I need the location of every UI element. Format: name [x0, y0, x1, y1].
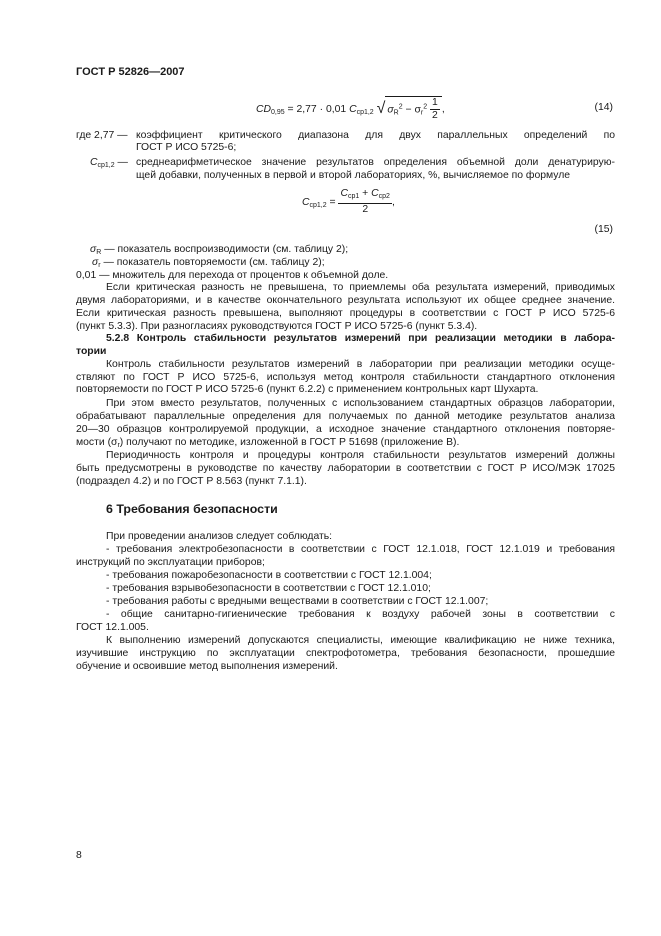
def-277-term: где 2,77 — [76, 130, 128, 141]
def-ccp-line2: щей добавки, полученных в первой и второй лабораториях, %, вычисляемое по формуле [136, 170, 571, 181]
para6-line3: обучение и освоившие метод выполнения измерений. [76, 661, 338, 672]
para3-line2: обрабатывают параллельные определения для получаемых по данной методике результатов анализа [76, 411, 615, 422]
para5-line4: - требования пожаробезопасности в соответствии с ГОСТ 12.1.004; [106, 570, 432, 581]
formula-14-number: (14) [594, 102, 613, 113]
para5-line6: - требования работы с вредными веществами в соответствии с ГОСТ 12.1.007; [106, 596, 489, 607]
para5-line1: При проведении анализов следует соблюдать: [106, 531, 333, 542]
formula-14-lhs-sub: 0,95 [271, 109, 285, 117]
para2-line2: ствляют по ГОСТ Р ИСО 5725-6, используя метод контроля стабильности стандартного отклонения [76, 372, 615, 383]
section-5-2-8-title-cont: тории [76, 346, 107, 357]
formula-14-c-sub: ср1,2 [356, 109, 374, 117]
section-6-title: 6 Требования безопасности [106, 502, 278, 516]
formula-14: $CD_{0,95} = 2,77 \cdot 0,01$ $C_{ср1,2}$ √ $\sigma_R^2 - \sigma_r^2$ $\frac{1}{2}$ , [256, 97, 445, 122]
page-number: 8 [76, 850, 82, 861]
para3-line3: 20—30 образцов контролируемой продукции, а исходное значение стандартного отклонения повторяе- [76, 424, 615, 435]
def-sigma-R: $\sigma_R$ — показатель воспроизводимости (см. таблицу 2); [90, 244, 349, 256]
formula-15-fraction: $\frac{C_{ср1} + C_{ср2}}{2}$ [340, 188, 390, 216]
def-ccp-line1: среднеарифметическое значение результатов определения объемной доли денатурирую- [136, 157, 615, 168]
para2-line1: Контроль стабильности результатов измерений в лаборатории при реализации методики осуще- [106, 359, 615, 370]
para1-line1: Если критическая разность не превышена, то приемлемы оба результата измерений, приводимых [106, 282, 615, 293]
para5-line2: - требования электробезопасности в соответствии с ГОСТ 12.1.018, ГОСТ 12.1.019 и требования [106, 544, 615, 555]
para5-line7: - общие санитарно-гигиенические требования к воздуху рабочей зоны в соответствии с [106, 609, 615, 620]
formula-14-radicand: $\sigma_R^2 - \sigma_r^2$ $\frac{1}{2}$ [385, 96, 441, 123]
formula-14-eq: = 2,77 · 0,01 [284, 104, 350, 116]
para1-line2: двумя лабораториями, и в качестве окончательного результата используют их общее среднее значение. [76, 295, 615, 306]
para5-line8: ГОСТ 12.1.005. [76, 622, 149, 633]
sqrt-radical-icon: √ [376, 100, 386, 118]
def-277-line1: коэффициент критического диапазона для двух параллельных определений по [136, 130, 615, 141]
formula-15-number: (15) [594, 224, 613, 235]
para4-line2: быть предусмотрены в руководстве по качеству лаборатории в соответствии с ГОСТ Р ИСО/МЭК 17025 [76, 463, 615, 474]
para1-line4: (пункт 5.3.3). При разногласиях руководствуются ГОСТ Р ИСО 5725-6 (пункт 5.3.4). [76, 321, 478, 332]
para5-line5: - требования взрывобезопасности в соответствии с ГОСТ 12.1.010; [106, 583, 431, 594]
para3-line1: При этом вместо результатов, полученных с использованием стандартных образцов лаборатории, [106, 398, 615, 409]
section-5-2-8-title: 5.2.8 Контроль стабильности результатов измерений при реализации методики в лабора- [106, 333, 615, 344]
document-header: ГОСТ Р 52826—2007 [76, 66, 185, 78]
def-sigma-r: $\sigma_r$ — показатель повторяемости (см. таблицу 2); [92, 257, 325, 269]
def-277-line2: ГОСТ Р ИСО 5725-6; [136, 142, 237, 153]
def-001: 0,01 — множитель для перехода от процентов к объемной доле. [76, 270, 389, 281]
para3-line4: мости $(\sigma_r)$ получают по методике, изложенной в ГОСТ Р 51698 (приложение В). [76, 437, 460, 449]
formula-14-fraction: $\frac{1}{2}$ [432, 97, 438, 122]
formula-15: $C_{ср1,2}$ = $\frac{C_{ср1} + C_{ср2}}{2}$ , [302, 188, 395, 216]
para1-line3: Если критическая разность превышена, выполняют процедуры в соответствии с ГОСТ Р ИСО 5725-6 [76, 308, 615, 319]
para6-line1: К выполнению измерений допускаются специалисты, имеющие квалификацию не ниже техника, [106, 635, 615, 646]
para2-line3: повторяемости по ГОСТ Р ИСО 5725-6 (пункт 6.2.2) с применением контрольных карт Шухарта. [76, 384, 539, 395]
para4-line3: (подраздел 4.2) и по ГОСТ Р 8.563 (пункт 7.1.1). [76, 476, 307, 487]
formula-14-c: C [349, 104, 357, 116]
formula-14-lhs: CD [256, 104, 272, 116]
para4-line1: Периодичность контроля и процедуры контроля стабильности результатов измерений должны [106, 450, 615, 461]
para6-line2: изучившие инструкцию по эксплуатации спектрофотометра, требования безопасности, прошедшие [76, 648, 615, 659]
para5-line3: инструкций по эксплуатации приборов; [76, 557, 265, 568]
def-ccp-term: $C_{ср1,2}$ — [90, 157, 128, 169]
